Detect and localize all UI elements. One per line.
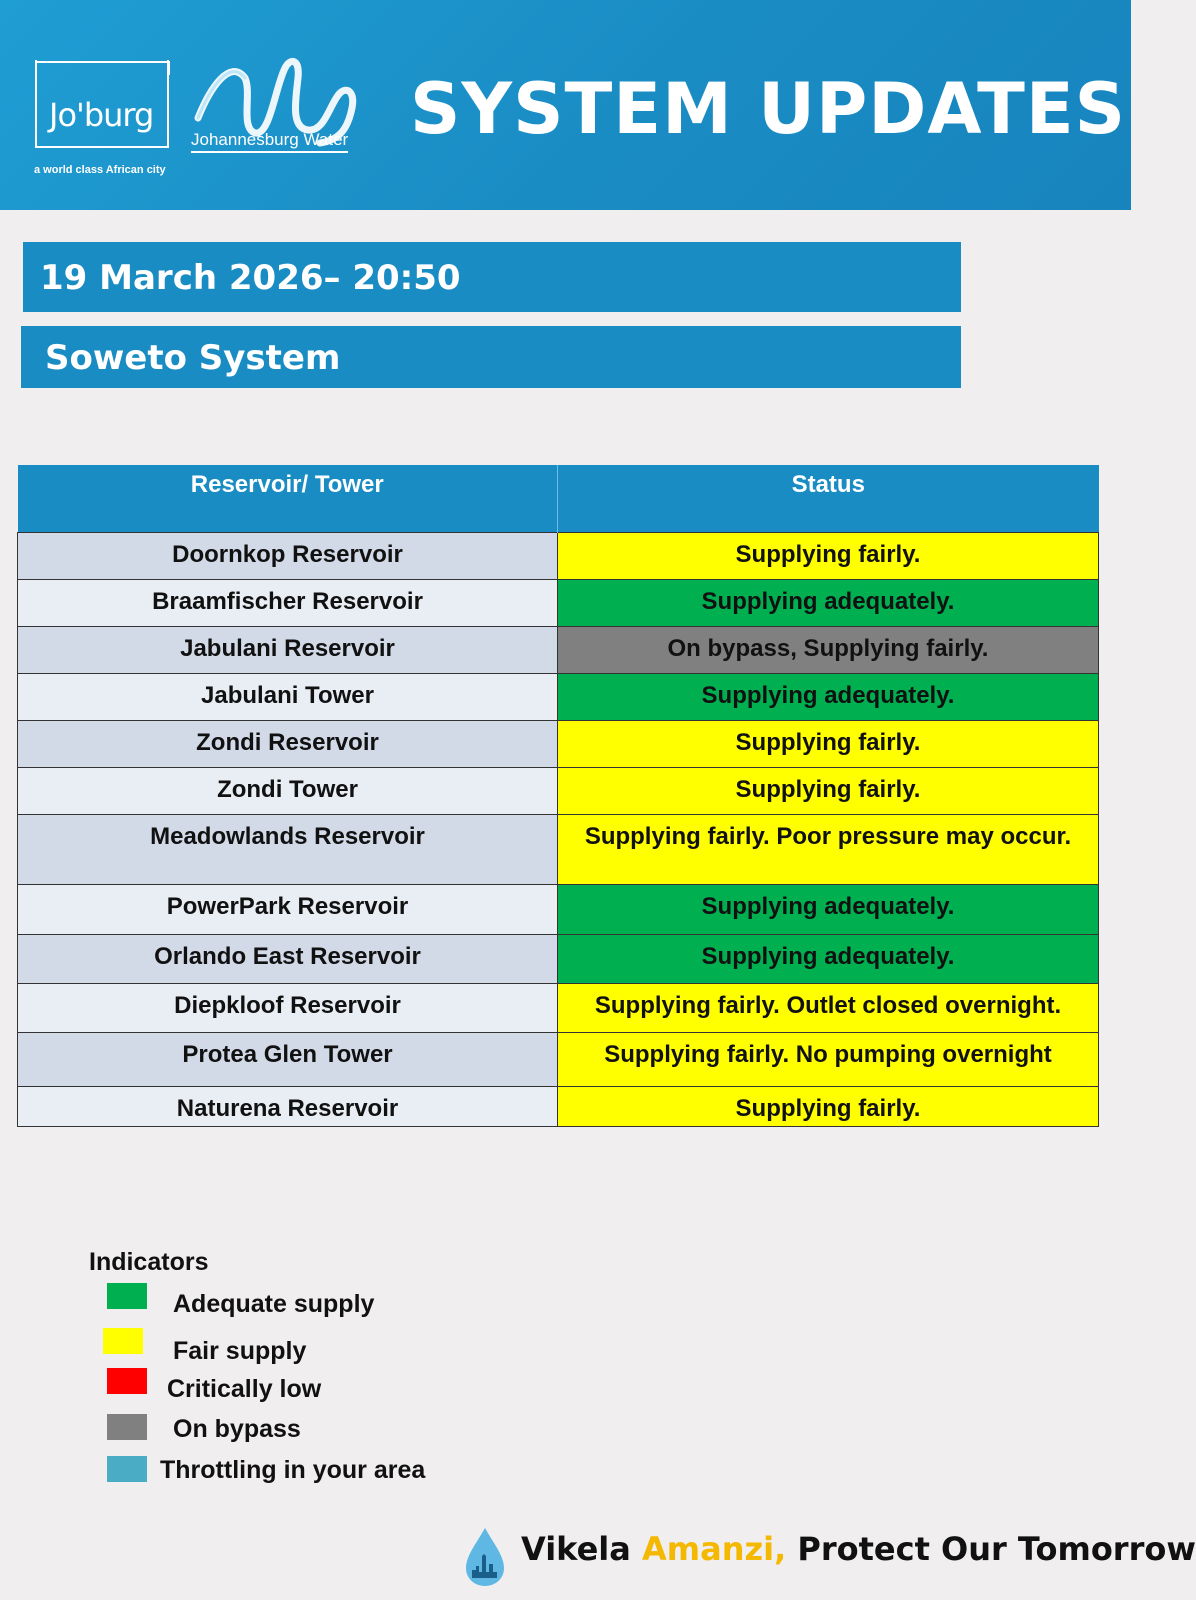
critical-swatch [107, 1368, 147, 1394]
reservoir-name: Jabulani Reservoir [18, 627, 558, 674]
joburg-logo-text: Jo'burg [49, 96, 154, 134]
table-row [18, 580, 1099, 627]
reservoir-name: Orlando East Reservoir [18, 935, 558, 984]
table-row [18, 1087, 1099, 1127]
reservoir-name: Doornkop Reservoir [18, 533, 558, 580]
status-cell: Supplying fairly. No pumping overnight [558, 1033, 1099, 1087]
status-cell: Supplying fairly. [558, 768, 1099, 815]
status-cell: Supplying fairly. Outlet closed overnight. [558, 984, 1099, 1033]
status-cell: Supplying fairly. Poor pressure may occur. [558, 815, 1099, 885]
table-row [18, 674, 1099, 721]
status-cell: Supplying adequately. [558, 935, 1099, 984]
bypass-swatch [107, 1414, 147, 1440]
table-row [18, 627, 1099, 674]
reservoir-name: Meadowlands Reservoir [18, 815, 558, 885]
page-title: SYSTEM UPDATES [410, 68, 1127, 150]
adequate-swatch [107, 1283, 147, 1309]
joburg-tagline: a world class African city [34, 164, 166, 176]
water-drop-skyline-icon [464, 1526, 506, 1588]
column-header-reservoir: Reservoir/ Tower [18, 465, 558, 533]
indicators-legend [89, 1248, 208, 1277]
status-cell: Supplying fairly. [558, 533, 1099, 580]
johannesburg-water-name: Johannesburg Water [191, 130, 348, 153]
reservoir-name: PowerPark Reservoir [18, 885, 558, 935]
status-cell: Supplying fairly. [558, 1087, 1099, 1127]
indicator-throttling-label: Throttling in your area [160, 1456, 426, 1484]
joburg-logo [35, 48, 171, 158]
reservoir-name: Braamfischer Reservoir [18, 580, 558, 627]
indicator-adequate-label: Adequate supply [173, 1290, 375, 1318]
system-bar: Soweto System [21, 326, 961, 388]
table-row [18, 984, 1099, 1033]
footer-slogan-accent: Amanzi, [642, 1530, 787, 1568]
table-row [18, 935, 1099, 984]
table-row [18, 721, 1099, 768]
table-row [18, 533, 1099, 580]
reservoir-name: Naturena Reservoir [18, 1087, 558, 1127]
table-row [18, 885, 1099, 935]
status-table [17, 465, 1099, 1127]
indicator-critical-label: Critically low [167, 1375, 322, 1403]
indicators-title: Indicators [89, 1248, 209, 1276]
reservoir-name: Jabulani Tower [18, 674, 558, 721]
table-row [18, 815, 1099, 885]
reservoir-name: Zondi Reservoir [18, 721, 558, 768]
throttling-swatch [107, 1456, 147, 1482]
status-cell: Supplying fairly. [558, 721, 1099, 768]
indicator-fair-label: Fair supply [173, 1337, 307, 1365]
status-cell: Supplying adequately. [558, 674, 1099, 721]
column-header-status: Status [558, 465, 1099, 533]
status-cell: Supplying adequately. [558, 580, 1099, 627]
footer-slogan-part1: Vikela [521, 1530, 642, 1568]
status-cell: Supplying adequately. [558, 885, 1099, 935]
reservoir-name: Diepkloof Reservoir [18, 984, 558, 1033]
footer-slogan-part2: Protect Our Tomorrow [786, 1530, 1196, 1568]
table-row [18, 1033, 1099, 1087]
fair-swatch [103, 1328, 143, 1354]
reservoir-name: Zondi Tower [18, 768, 558, 815]
table-row [18, 768, 1099, 815]
reservoir-name: Protea Glen Tower [18, 1033, 558, 1087]
status-cell: On bypass, Supplying fairly. [558, 627, 1099, 674]
date-bar: 19 March 2026– 20:50 [23, 242, 961, 312]
header-banner [0, 0, 1131, 210]
footer-slogan [521, 1530, 1196, 1568]
indicator-bypass-label: On bypass [173, 1415, 301, 1443]
table-header-row [18, 465, 1099, 533]
